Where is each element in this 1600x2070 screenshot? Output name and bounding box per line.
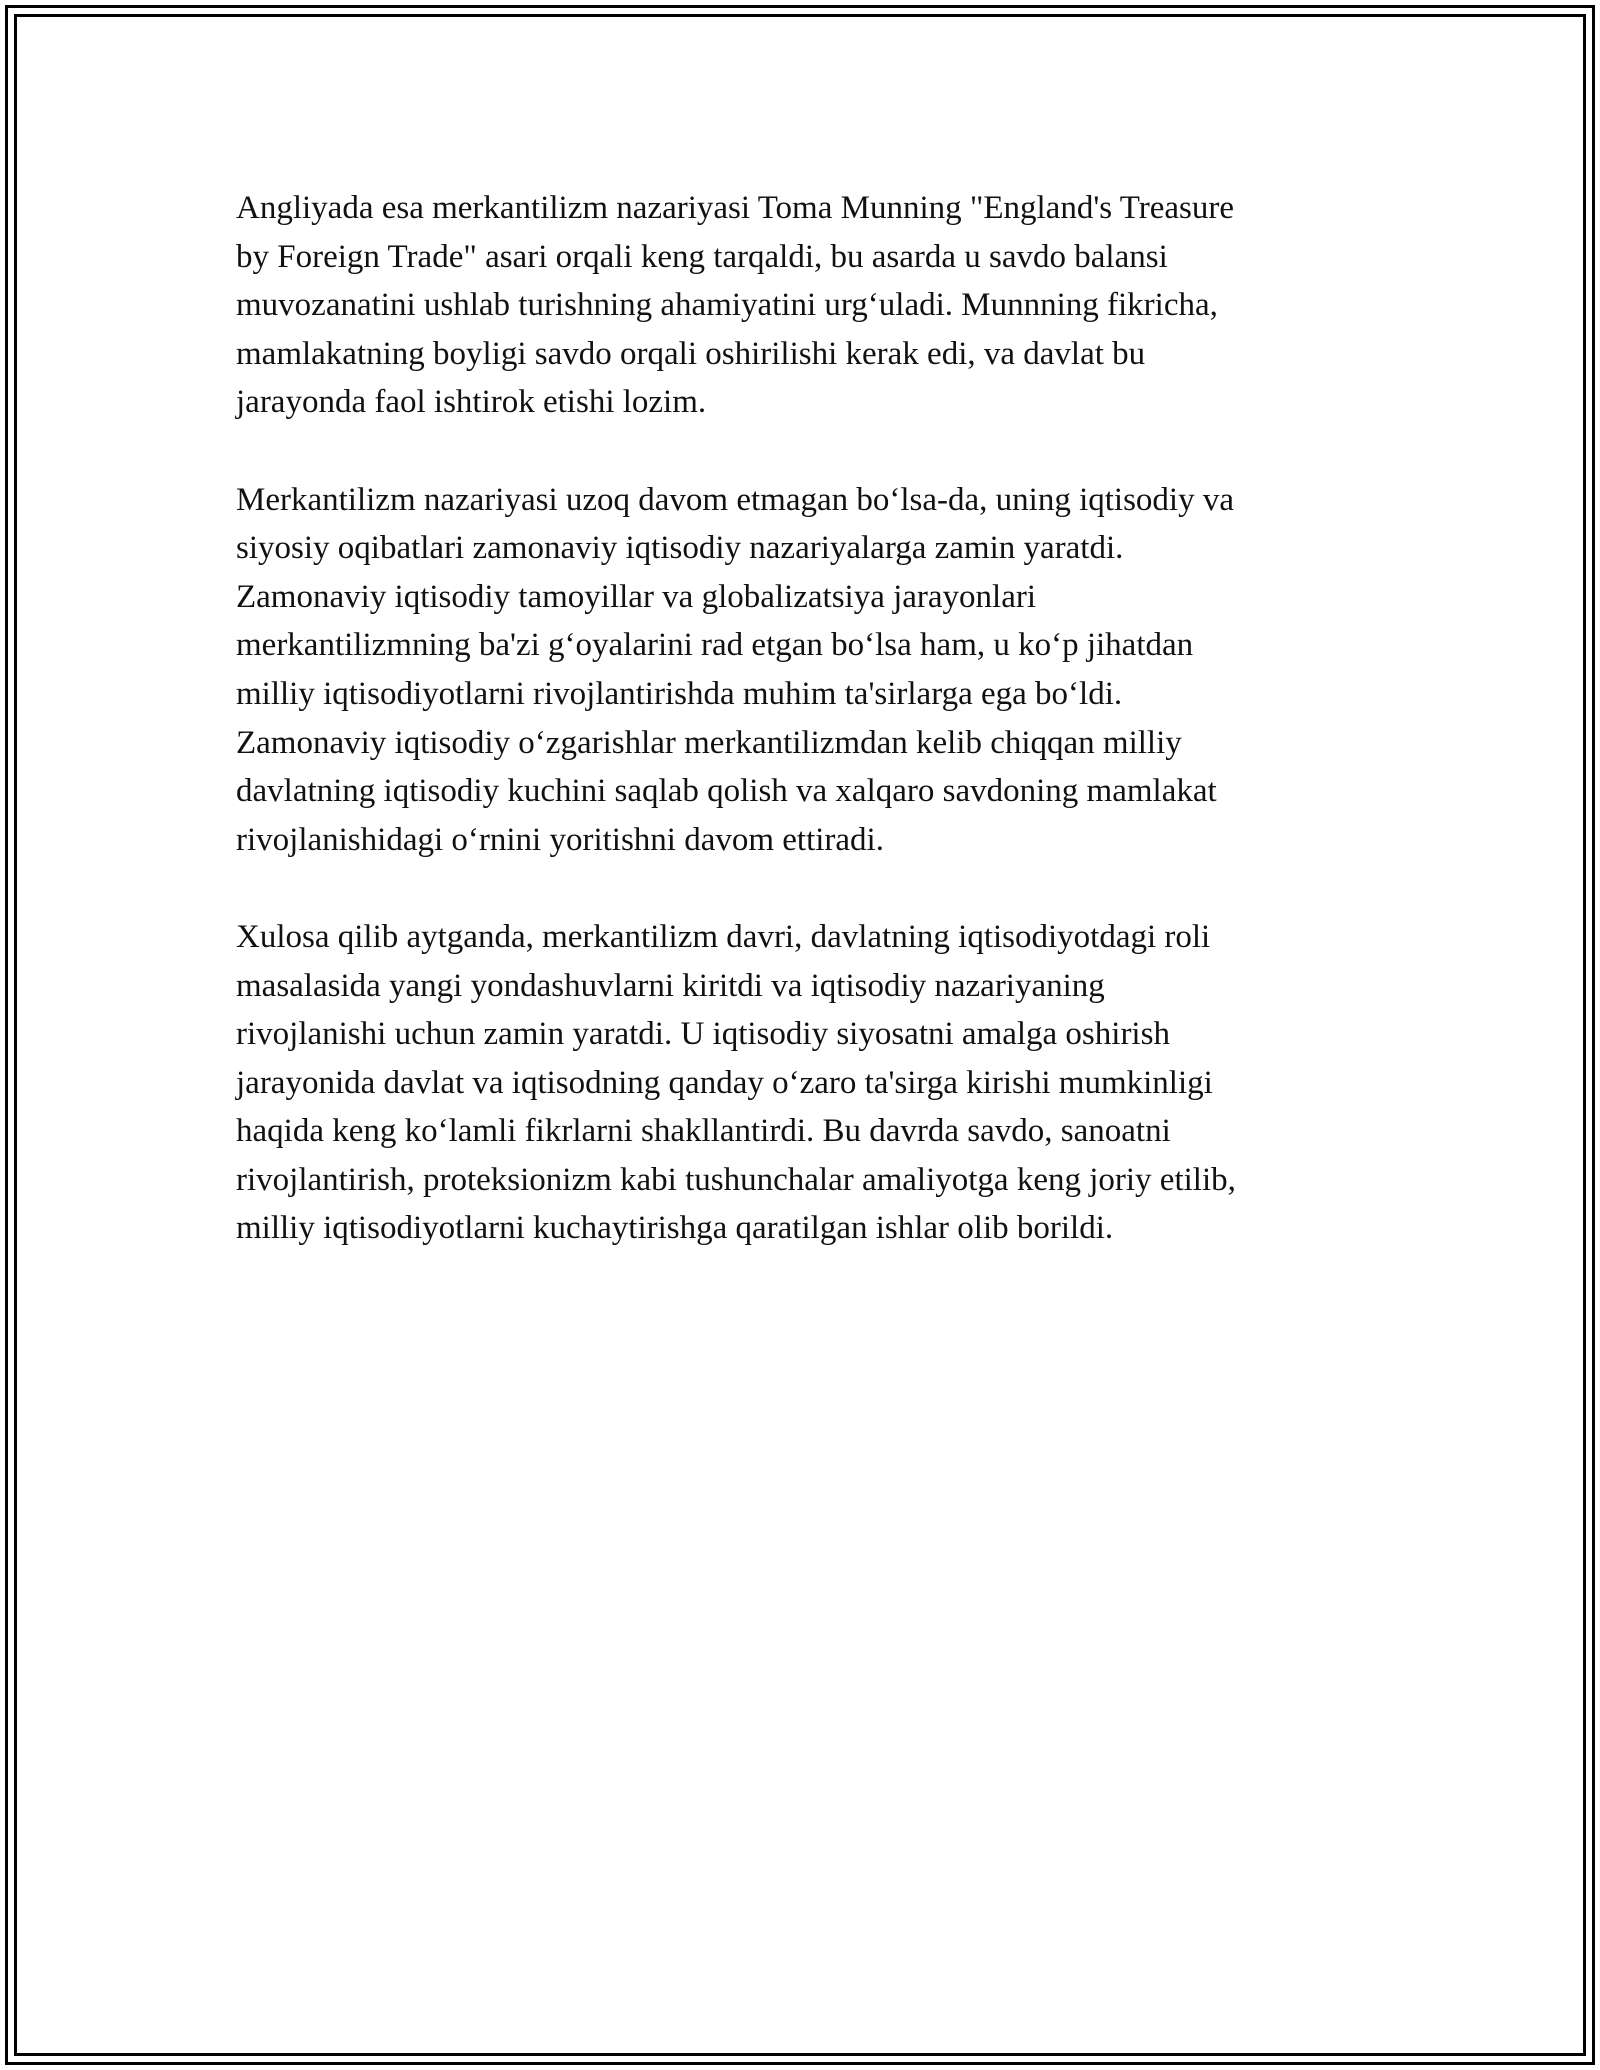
paragraph-3: Xulosa qilib aytganda, merkantilizm davri, davlatning iqtisodiyotdagi roli masalasida yangi yondashuvlarni kiritdi va iqtisodiy nazariyaning rivojlanishi uchun zamin yaratdi. U iqtisodiy siyosatni amalga oshirish jarayonida davlat va iqtisodning qanday o‘zaro ta'sirga kirishi mumkinligi haqida keng ko‘lamli fikrlarni shakllantirdi. Bu davrda savdo, sanoatni rivojlantirish, proteksionizm kabi tushunchalar amaliyotga keng joriy etilib, milliy iqtisodiyotlarni kuchaytirishga qaratilgan ishlar olib borildi. bbox=[236, 918, 1236, 1247]
paragraph-1: Angliyada esa merkantilizm nazariyasi Toma Munning "England's Treasure by Foreign Trade" asari orqali keng tarqaldi, bu asarda u savdo balansi muvozanatini ushlab turishning ahamiyatini urg‘uladi. Munnning fikricha, mamlakatning boyligi savdo orqali oshirilishi kerak edi, va davlat bu jarayonda faol ishtirok etishi lozim. bbox=[236, 190, 1235, 421]
paragraph-2: Merkantilizm nazariyasi uzoq davom etmagan bo‘lsa-da, uning iqtisodiy va siyosiy oqibatlari zamonaviy iqtisodiy nazariyalarga zamin yaratdi. Zamonaviy iqtisodiy tamoyillar va globalizatsiya jarayonlari merkantilizmning ba'zi g‘oyalarini rad etgan bo‘lsa ham, u ko‘p jihatdan milliy iqtisodiyotlarni rivojlantirishda muhim ta'sirlarga ega bo‘ldi. Zamonaviy iqtisodiy o‘zgarishlar merkantilizmdan kelib chiqqan milliy davlatning iqtisodiy kuchini saqlab qolish va xalqaro savdoning mamlakat rivojlanishidagi o‘rnini yoritishni davom ettiradi. bbox=[236, 481, 1234, 858]
document-body bbox=[236, 184, 1366, 1302]
